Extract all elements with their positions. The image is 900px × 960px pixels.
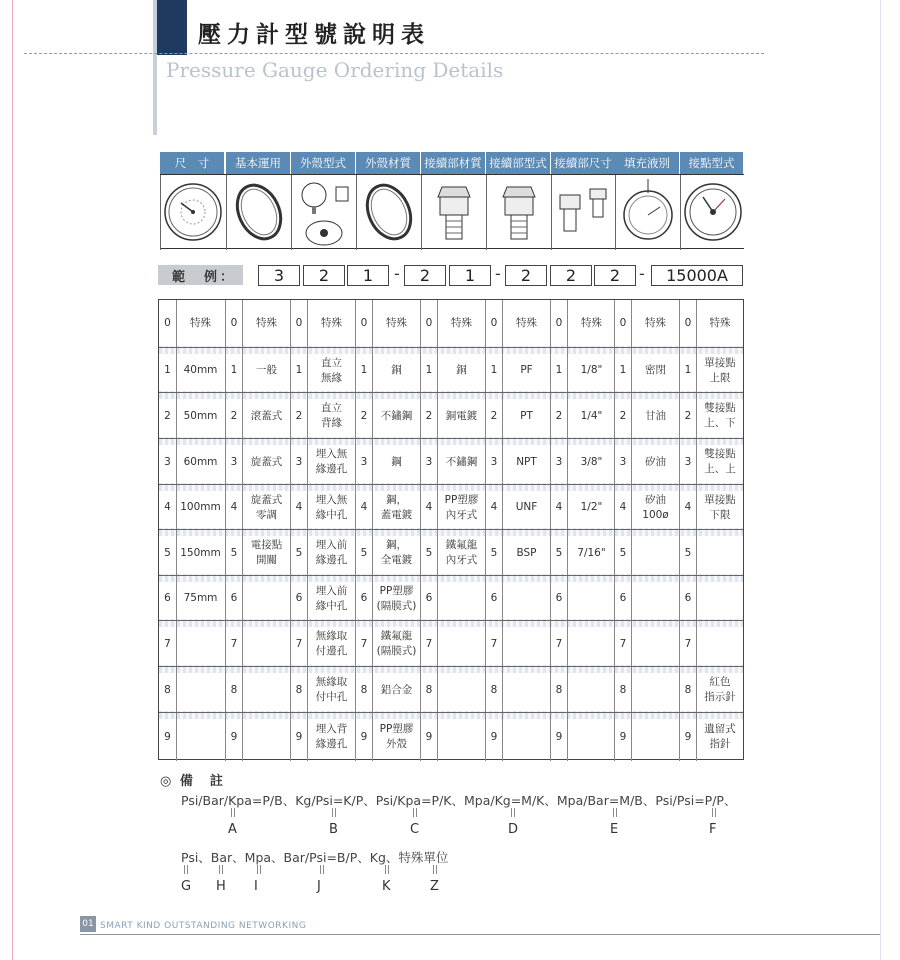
code-number: 4: [614, 485, 631, 530]
code-number: 7: [164, 637, 171, 650]
spec-header-1: 基本運用: [226, 152, 291, 174]
unit-letter: G: [181, 879, 192, 894]
spec-value: 特殊: [567, 300, 615, 347]
code-number: 0: [164, 317, 171, 329]
spec-value: 無緣取 付中孔: [307, 667, 355, 713]
code-number: 1: [290, 348, 307, 393]
code-number: 2: [614, 393, 631, 439]
spec-value: 電接點 開關: [242, 530, 290, 576]
code-number: 7: [614, 621, 631, 667]
spec-value: 埋入背 緣邊孔: [307, 713, 355, 761]
spec-value: [176, 713, 224, 761]
equals-mark: ||: [331, 808, 338, 818]
spec-value: [631, 530, 679, 576]
code-number: 3: [550, 439, 567, 485]
unit-letter: A: [228, 822, 237, 837]
ring-icon: [356, 175, 421, 250]
equals-mark: ||: [510, 808, 517, 818]
unit-letter: I: [254, 879, 258, 894]
spec-value: 一般: [242, 348, 290, 393]
example-code-box: 2: [505, 265, 547, 286]
spec-value: 鋼: [372, 439, 420, 485]
spec-header-2: 外殼型式: [291, 152, 356, 174]
spec-value: 不鏽鋼: [372, 393, 420, 439]
spec-value: 密閉: [631, 348, 679, 393]
unit-letter: E: [610, 822, 619, 837]
table-row: [159, 712, 743, 760]
spec-value: 特殊: [176, 300, 224, 347]
code-number: 6: [679, 576, 696, 621]
picture-row-frame: [160, 174, 744, 249]
code-number: 8: [355, 667, 372, 713]
code-number: 0: [225, 300, 242, 347]
equals-mark: ||: [218, 865, 225, 875]
spec-value: [502, 667, 550, 713]
example-code-box: 2: [303, 265, 345, 286]
code-number: 5: [420, 530, 437, 576]
ring-icon: [226, 175, 291, 250]
title-divider: [24, 53, 764, 54]
spec-value: [631, 621, 679, 667]
spec-value: [242, 667, 290, 713]
spec-value: 1/2": [567, 485, 615, 530]
code-number: 1: [679, 348, 696, 393]
contact-gauge-icon: [680, 175, 744, 250]
spec-value: 矽油 100ø: [631, 485, 679, 530]
spec-value: [696, 621, 743, 667]
example-code-box: 2: [594, 265, 636, 286]
spec-value: [567, 576, 615, 621]
code-number: 5: [225, 530, 242, 576]
code-number: 9: [614, 713, 631, 761]
footer-divider: [80, 934, 880, 935]
code-number: 3: [420, 439, 437, 485]
code-number: 3: [225, 439, 242, 485]
code-number: 6: [225, 576, 242, 621]
code-number: 0: [355, 300, 372, 347]
spec-header-7: 填充液別: [615, 152, 680, 174]
spec-value: [696, 530, 743, 576]
example-code-box: 15000A: [651, 265, 743, 286]
code-number: 5: [485, 530, 502, 576]
spec-value: 1/8": [567, 348, 615, 393]
table-row: [159, 300, 743, 347]
spec-value: 銅: [372, 348, 420, 393]
spec-value: [567, 713, 615, 761]
spec-value: [631, 576, 679, 621]
example-code-box: 1: [347, 265, 389, 286]
gauge-face-icon: [160, 175, 225, 250]
table-row: [159, 666, 743, 712]
right-frame-line: [880, 0, 881, 960]
code-number: 1: [225, 348, 242, 393]
code-number: 1: [164, 364, 171, 376]
code-number: 7: [355, 621, 372, 667]
code-number: 9: [290, 713, 307, 761]
code-number: 4: [290, 485, 307, 530]
spec-value: 鋼， 全電鍍: [372, 530, 420, 576]
code-number: 5: [679, 530, 696, 576]
spec-value: 鋼， 蓋電鍍: [372, 485, 420, 530]
spec-value: NPT: [502, 439, 550, 485]
spec-value: 無緣取 付邊孔: [307, 621, 355, 667]
spec-value: [242, 621, 290, 667]
title-accent-bar: [157, 0, 187, 55]
code-number: 8: [420, 667, 437, 713]
code-number: 8: [164, 683, 171, 696]
table-row: [159, 575, 743, 620]
code-number: 3: [614, 439, 631, 485]
spec-value: [696, 576, 743, 621]
spec-header-5: 接續部型式: [486, 152, 551, 174]
spec-value: 遺留式 指針: [696, 713, 743, 761]
spec-value: PP塑膠 內牙式: [437, 485, 485, 530]
spec-value: 鐵氟龍 (隔膜式): [372, 621, 420, 667]
spec-value: UNF: [502, 485, 550, 530]
code-number: 6: [614, 576, 631, 621]
code-number: 2: [290, 393, 307, 439]
spec-value: [242, 576, 290, 621]
spec-value: 矽油: [631, 439, 679, 485]
code-number: 4: [355, 485, 372, 530]
unit-letter: H: [216, 879, 226, 894]
title-side-bar: [153, 0, 157, 135]
spec-value: 特殊: [242, 300, 290, 347]
code-number: 2: [485, 393, 502, 439]
spec-value: [242, 713, 290, 761]
spec-value: 60mm: [176, 439, 224, 485]
code-number: 5: [290, 530, 307, 576]
code-number: 7: [225, 621, 242, 667]
code-number: 4: [164, 501, 171, 513]
code-number: 8: [550, 667, 567, 713]
page-title: 壓力計型號說明表: [198, 22, 430, 48]
spec-value: 7/16": [567, 530, 615, 576]
code-number: 9: [420, 713, 437, 761]
spec-value: 75mm: [176, 576, 224, 621]
code-number: 4: [485, 485, 502, 530]
spec-value: 50mm: [176, 393, 224, 439]
spec-value: [567, 667, 615, 713]
table-row: [159, 438, 743, 484]
example-code-box: 1: [449, 265, 491, 286]
spec-value: 銅電鍍: [437, 393, 485, 439]
spec-value: 特殊: [437, 300, 485, 347]
spec-value: [567, 621, 615, 667]
code-number: 9: [355, 713, 372, 761]
code-number: 4: [679, 485, 696, 530]
spec-value: 埋入無 緣中孔: [307, 485, 355, 530]
unit-letter: K: [382, 879, 391, 894]
spec-value: 滾蓋式: [242, 393, 290, 439]
code-number: 7: [550, 621, 567, 667]
equals-mark: ||: [256, 865, 263, 875]
code-number: 3: [679, 439, 696, 485]
example-dash: -: [394, 264, 400, 283]
unit-letter: D: [508, 822, 519, 837]
code-number: 2: [225, 393, 242, 439]
code-number: 0: [485, 300, 502, 347]
code-number: 8: [614, 667, 631, 713]
code-number: 2: [164, 409, 171, 422]
spec-value: [437, 667, 485, 713]
code-number: 3: [485, 439, 502, 485]
spec-value: 1/4": [567, 393, 615, 439]
table-row: [159, 620, 743, 666]
spec-value: 雙接點 上、上: [696, 439, 743, 485]
example-code-box: 3: [258, 265, 300, 286]
example-code-box: 2: [404, 265, 446, 286]
spec-value: 單接點 上限: [696, 348, 743, 393]
spec-value: 埋入無 緣邊孔: [307, 439, 355, 485]
spec-value: 特殊: [372, 300, 420, 347]
spec-value: [176, 621, 224, 667]
code-number: 7: [290, 621, 307, 667]
spec-value: [437, 576, 485, 621]
equals-mark: ||: [230, 808, 237, 818]
spec-table: [158, 299, 744, 760]
code-number: 6: [355, 576, 372, 621]
left-frame-line: [12, 0, 13, 960]
code-number: 9: [225, 713, 242, 761]
code-number: 1: [614, 348, 631, 393]
example-label: 範 例：: [158, 265, 243, 285]
code-number: 6: [420, 576, 437, 621]
spec-value: 旋蓋式: [242, 439, 290, 485]
code-number: 4: [550, 485, 567, 530]
spec-value: [631, 667, 679, 713]
spec-value: [437, 713, 485, 761]
spec-value: 特殊: [502, 300, 550, 347]
code-number: 8: [225, 667, 242, 713]
spec-value: PP塑膠 (隔膜式): [372, 576, 420, 621]
code-number: 8: [679, 667, 696, 713]
spec-value: 40mm: [176, 348, 224, 393]
example-dash: -: [495, 264, 501, 283]
table-row: [159, 529, 743, 575]
spec-header-3: 外殼材質: [356, 152, 421, 174]
page-subtitle: Pressure Gauge Ordering Details: [166, 58, 504, 82]
equals-mark: ||: [711, 808, 718, 818]
code-number: 3: [355, 439, 372, 485]
spec-header-6: 接續部尺寸: [551, 152, 616, 174]
spec-value: 銅: [437, 348, 485, 393]
code-number: 4: [420, 485, 437, 530]
code-number: 8: [485, 667, 502, 713]
notes-line-2: Psi、Bar、Mpa、Bar/Psi=B/P、Kg、特殊單位: [181, 850, 449, 865]
code-number: 0: [679, 300, 696, 347]
code-number: 0: [290, 300, 307, 347]
filled-gauge-icon: [615, 175, 680, 250]
code-number: 2: [550, 393, 567, 439]
code-number: 4: [225, 485, 242, 530]
spec-value: [437, 621, 485, 667]
code-number: 2: [679, 393, 696, 439]
code-number: 7: [485, 621, 502, 667]
code-number: 0: [420, 300, 437, 347]
spec-value: [631, 713, 679, 761]
code-number: 5: [355, 530, 372, 576]
spec-value: [176, 667, 224, 713]
spec-value: 100mm: [176, 485, 224, 530]
notes-line-1: Psi/Bar/Kpa=P/B、Kg/Psi=K/P、Psi/Kpa=P/K、Mpa/Kg=M/K、Mpa/Bar=M/B、Psi/Psi=P/P、: [181, 793, 737, 808]
spec-value: 特殊: [696, 300, 743, 347]
table-row: [159, 347, 743, 392]
spec-value: PP塑膠 外殼: [372, 713, 420, 761]
spec-header-8: 接點型式: [680, 152, 744, 174]
spec-value: 不鏽鋼: [437, 439, 485, 485]
code-number: 8: [290, 667, 307, 713]
unit-letter: F: [709, 822, 717, 837]
equals-mark: ||: [612, 808, 619, 818]
spec-value: 埋入前 緣邊孔: [307, 530, 355, 576]
code-number: 5: [614, 530, 631, 576]
code-number: 9: [164, 730, 171, 743]
spec-header-0: 尺 寸: [160, 152, 225, 174]
spec-value: [502, 621, 550, 667]
code-number: 0: [614, 300, 631, 347]
unit-letter: C: [410, 822, 420, 837]
equals-mark: ||: [183, 865, 190, 875]
spec-value: 150mm: [176, 530, 224, 576]
example-code-box: 2: [550, 265, 592, 286]
code-number: 5: [164, 546, 171, 559]
fitting-icon: [421, 175, 486, 250]
code-number: 6: [550, 576, 567, 621]
code-number: 6: [485, 576, 502, 621]
page-number: 01: [80, 916, 96, 932]
spec-value: 單接點 下限: [696, 485, 743, 530]
code-number: 1: [355, 348, 372, 393]
spec-value: 3/8": [567, 439, 615, 485]
code-number: 6: [164, 592, 171, 604]
spec-value: PF: [502, 348, 550, 393]
spec-value: 旋蓋式 零調: [242, 485, 290, 530]
spec-value: BSP: [502, 530, 550, 576]
code-number: 5: [550, 530, 567, 576]
spec-value: PT: [502, 393, 550, 439]
table-row: [159, 484, 743, 529]
spec-value: 直立 無緣: [307, 348, 355, 393]
code-number: 2: [420, 393, 437, 439]
notes-title: ◎ 備 註: [160, 774, 225, 789]
fitting-icon: [486, 175, 551, 250]
code-number: 3: [164, 455, 171, 468]
code-number: 7: [679, 621, 696, 667]
spec-value: 鋁合金: [372, 667, 420, 713]
spec-value: 甘油: [631, 393, 679, 439]
spec-value: 鐵氟龍 內牙式: [437, 530, 485, 576]
spec-value: 特殊: [631, 300, 679, 347]
equals-mark: ||: [384, 865, 391, 875]
code-number: 6: [290, 576, 307, 621]
spec-value: 雙接點 上、下: [696, 393, 743, 439]
example-dash: -: [639, 264, 645, 283]
code-number: 7: [420, 621, 437, 667]
fitting-pair-icon: [551, 175, 616, 250]
footer-tagline: SMART KIND OUTSTANDING NETWORKING: [100, 921, 307, 931]
unit-letter: J: [317, 879, 321, 894]
code-number: 1: [485, 348, 502, 393]
spec-value: 直立 背緣: [307, 393, 355, 439]
spec-value: [502, 576, 550, 621]
code-number: 0: [550, 300, 567, 347]
unit-letter: Z: [430, 879, 439, 894]
spec-value: 特殊: [307, 300, 355, 347]
gauge-case-icon: [291, 175, 356, 250]
code-number: 9: [485, 713, 502, 761]
equals-mark: ||: [319, 865, 326, 875]
spec-value: [502, 713, 550, 761]
equals-mark: ||: [432, 865, 439, 875]
spec-value: 埋入前 緣中孔: [307, 576, 355, 621]
code-number: 9: [679, 713, 696, 761]
equals-mark: ||: [412, 808, 419, 818]
code-number: 3: [290, 439, 307, 485]
code-number: 9: [550, 713, 567, 761]
code-number: 1: [550, 348, 567, 393]
spec-value: 紅色 指示針: [696, 667, 743, 713]
code-number: 1: [420, 348, 437, 393]
table-row: [159, 392, 743, 438]
spec-header-4: 接續部材質: [421, 152, 486, 174]
code-number: 2: [355, 393, 372, 439]
unit-letter: B: [329, 822, 338, 837]
